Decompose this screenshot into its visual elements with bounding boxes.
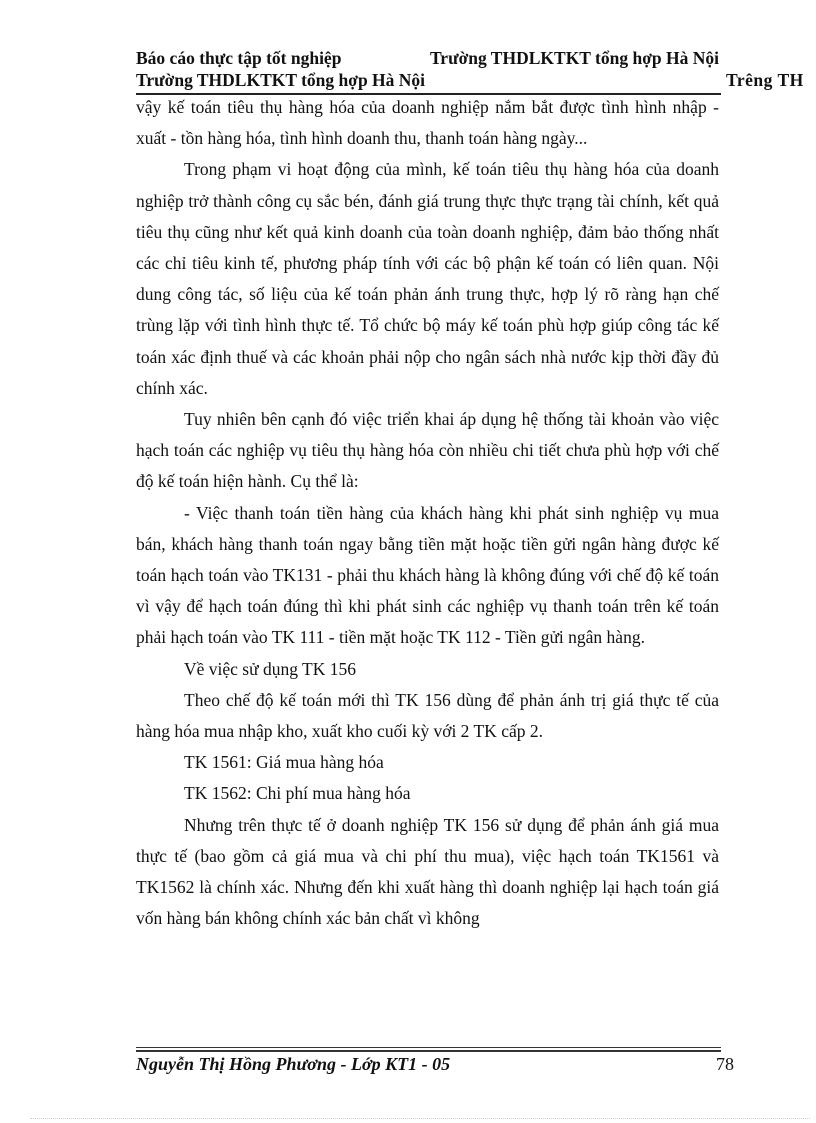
- paragraph: TK 1562: Chi phí mua hàng hóa: [184, 783, 411, 804]
- school-name: Trường THDLKTKT tổng hợp Hà Nội: [429, 48, 719, 68]
- paragraph: Theo chế độ kế toán mới thì TK 156 dùng để phản ánh trị giá thực tế của hàng hóa mua nhập kho, xuất kho cuối kỳ với 2 TK cấp 2.: [136, 689, 719, 742]
- header-line-1: [136, 47, 719, 69]
- body-text: [136, 92, 719, 934]
- paragraph: Về việc sử dụng TK 156: [184, 658, 356, 679]
- page-bottom-edge: [30, 1118, 810, 1119]
- paragraph: TK 1561: Giá mua hàng hóa: [184, 752, 384, 773]
- footer-author: Nguyễn Thị Hồng Phương - Lớp KT1 - 05: [136, 1054, 451, 1074]
- page-number: 78: [716, 1054, 734, 1074]
- paragraph: vậy kế toán tiêu thụ hàng hóa của doanh nghiệp nắm bắt được tình hình nhập - xuất - tồn hàng hóa, tình hình doanh thu, thanh toán hàng ngày...: [136, 97, 719, 149]
- paragraph: - Việc thanh toán tiền hàng của khách hàng khi phát sinh nghiệp vụ mua bán, khách hàng thanh toán ngay bằng tiền mặt hoặc tiền gửi ngân hàng được kế toán hạch toán vào TK131 - phải thu khách hàng là không đúng với chế độ kế toán vì vậy để hạch toán đúng thì khi phát sinh các nghiệp vụ thanh toán trên kế toán phải hạch toán vào TK 111 - tiền mặt hoặc TK 112 - Tiền gửi ngân hàng.: [136, 502, 719, 648]
- page-header: [136, 47, 816, 91]
- paragraph: Tuy nhiên bên cạnh đó việc triển khai áp dụng hệ thống tài khoản vào việc hạch toán các nghiệp vụ tiêu thụ hàng hóa còn nhiều chi tiết chưa phù hợp với chế độ kế toán hiện hành. Cụ thể là:: [136, 409, 719, 492]
- school-name-repeat: Trường THDLKTKT tổng hợp Hà Nội: [136, 70, 426, 90]
- paragraph: Trong phạm vi hoạt động của mình, kế toán tiêu thụ hàng hóa của doanh nghiệp trở thành công cụ sắc bén, đánh giá trung thực thực trạng tài chính, kết quả tiêu thụ cũng như kết quả kinh doanh của toàn doanh nghiệp, đảm bảo thống nhất các chỉ tiêu kinh tế, phương pháp tính với các bộ phận kế toán có liên quan. Nội dung công tác, số liệu của kế toán phản ánh trung thực, hợp lý rõ ràng hạn chế trùng lặp với tình hình thực tế. Tổ chức bộ máy kế toán phù hợp giúp công tác kế toán xác định thuế và các khoản phải nộp cho ngân sách nhà nước kịp thời đầy đủ chính xác.: [136, 159, 719, 398]
- header-line-2: [136, 69, 816, 91]
- footer-divider: [136, 1047, 721, 1048]
- school-name-truncated: Trêng TH: [726, 70, 804, 90]
- footer-divider-double: [136, 1050, 721, 1052]
- paragraph: Nhưng trên thực tế ở doanh nghiệp TK 156 sử dụng để phản ánh giá mua thực tế (bao gồm cả giá mua và chi phí thu mua), việc hạch toán TK1561 và TK1562 là chính xác. Nhưng đến khi xuất hàng thì doanh nghiệp lại hạch toán giá vốn hàng bán không chính xác bản chất vì không: [136, 814, 719, 929]
- report-title: Báo cáo thực tập tốt nghiệp: [136, 48, 342, 68]
